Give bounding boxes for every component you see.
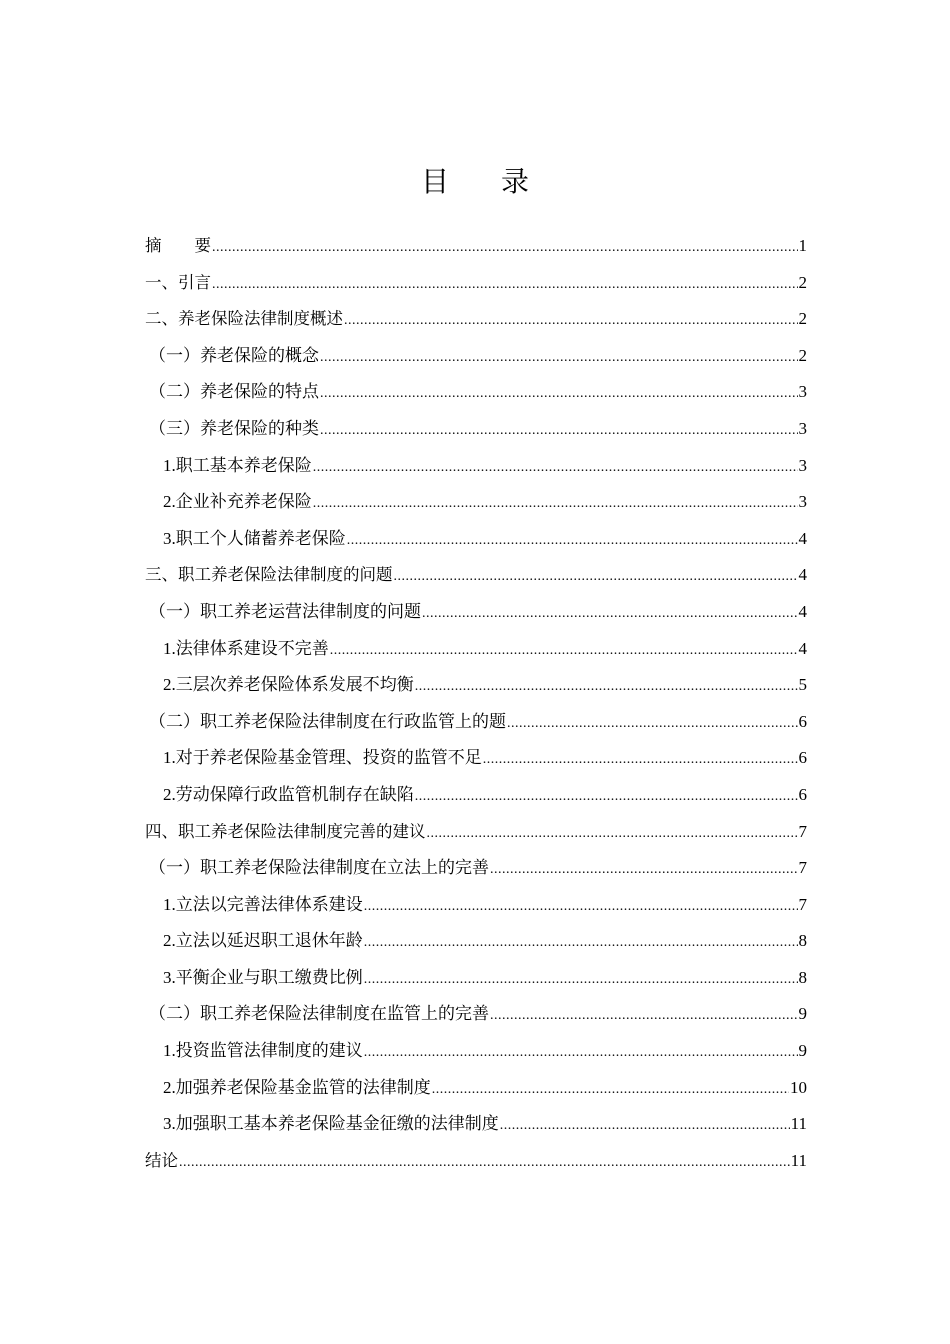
- toc-page-number: 5: [798, 675, 807, 695]
- toc-dot-leader: [432, 1072, 789, 1109]
- toc-entry[interactable]: [145, 1106, 807, 1143]
- toc-dot-leader: [179, 1145, 790, 1182]
- toc-entry-title: 1.投资监管法律制度的建议: [163, 1041, 363, 1061]
- toc-page-number: 4: [798, 565, 807, 585]
- toc-page-number: 4: [798, 528, 807, 548]
- toc-page-number: 1: [798, 236, 807, 255]
- toc-entry-title: （二）职工养老保险法律制度在监管上的完善: [149, 1004, 489, 1024]
- toc-entry[interactable]: [145, 960, 807, 997]
- toc-entry[interactable]: [145, 411, 807, 448]
- toc-entry[interactable]: [145, 1033, 807, 1070]
- toc-dot-leader: [347, 523, 798, 560]
- toc-dot-leader: [490, 998, 798, 1035]
- toc-dot-leader: [320, 340, 798, 377]
- toc-dot-leader: [483, 742, 798, 779]
- toc-entry-title: 2.企业补充养老保险: [163, 492, 312, 512]
- toc-dot-leader: [500, 1108, 790, 1145]
- toc-dot-leader: [415, 779, 798, 816]
- toc-entry[interactable]: [145, 923, 807, 960]
- toc-entry[interactable]: [145, 265, 807, 302]
- toc-entry[interactable]: [145, 631, 807, 668]
- toc-dot-leader: [394, 559, 798, 596]
- toc-dot-leader: [507, 706, 798, 743]
- toc-entry[interactable]: [145, 887, 807, 924]
- toc-entry-title: 1.立法以完善法律体系建设: [163, 894, 363, 914]
- toc-entry-title: 结论: [145, 1150, 178, 1170]
- toc-page-number: 6: [798, 711, 807, 731]
- toc-page-number: 3: [798, 382, 807, 402]
- toc-entry-title: 二、养老保险法律制度概述: [145, 309, 343, 329]
- toc-entry-title: （三）养老保险的种类: [149, 418, 319, 438]
- page-title-char: 录: [501, 165, 530, 198]
- toc-entry[interactable]: [145, 850, 807, 887]
- toc-entry[interactable]: [145, 521, 807, 558]
- toc-page-number: 4: [798, 601, 807, 621]
- toc-entry[interactable]: [145, 777, 807, 814]
- toc-entry[interactable]: [145, 814, 807, 851]
- page-title: [0, 160, 950, 200]
- toc-entry[interactable]: [145, 301, 807, 338]
- toc-entry-title: 2.立法以延迟职工退休年龄: [163, 931, 363, 951]
- toc-entry-title: 1.法律体系建设不完善: [163, 638, 329, 658]
- toc-dot-leader: [364, 889, 798, 926]
- toc-entry[interactable]: [145, 1143, 807, 1180]
- toc-dot-leader: [344, 303, 798, 340]
- toc-page-number: 11: [790, 1114, 807, 1134]
- toc-entry[interactable]: [145, 374, 807, 411]
- toc-dot-leader: [313, 486, 798, 523]
- toc-entry-title: 3.加强职工基本养老保险基金征缴的法律制度: [163, 1114, 499, 1134]
- toc-entry-title: （二）职工养老保险法律制度在行政监管上的题: [149, 711, 506, 731]
- toc-page-number: 3: [798, 455, 807, 475]
- toc-entry[interactable]: [145, 338, 807, 375]
- toc-entry[interactable]: [145, 557, 807, 594]
- toc-entry-title: 摘 要: [145, 236, 211, 255]
- toc-entry-title: 1.对于养老保险基金管理、投资的监管不足: [163, 748, 482, 768]
- toc-dot-leader: [212, 230, 798, 267]
- toc-entry-title: 三、职工养老保险法律制度的问题: [145, 565, 393, 585]
- toc-entry[interactable]: [145, 594, 807, 631]
- toc-entry-title: （一）职工养老运营法律制度的问题: [149, 601, 421, 621]
- toc-entry[interactable]: [145, 484, 807, 521]
- toc-page-number: 10: [790, 1077, 807, 1097]
- toc-dot-leader: [364, 925, 798, 962]
- toc-dot-leader: [330, 633, 798, 670]
- toc-page-number: 7: [798, 858, 807, 878]
- toc-page-number: 2: [798, 345, 807, 365]
- toc-entry-title: （二）养老保险的特点: [149, 382, 319, 402]
- toc-entry-title: 四、职工养老保险法律制度完善的建议: [145, 821, 426, 841]
- toc-entry-title: 2.三层次养老保险体系发展不均衡: [163, 675, 414, 695]
- toc-page-number: 8: [798, 931, 807, 951]
- toc-page-number: 6: [798, 748, 807, 768]
- toc-page-number: 9: [798, 1041, 807, 1061]
- toc-page-number: 8: [798, 967, 807, 987]
- toc-entry[interactable]: [145, 996, 807, 1033]
- toc-page-number: 7: [798, 894, 807, 914]
- toc-entry-title: 3.平衡企业与职工缴费比例: [163, 967, 363, 987]
- toc-dot-leader: [427, 816, 798, 853]
- toc-entry-title: （一）职工养老保险法律制度在立法上的完善: [149, 858, 489, 878]
- toc-entry-title: 2.劳动保障行政监管机制存在缺陷: [163, 784, 414, 804]
- toc-page-number: 3: [798, 418, 807, 438]
- toc-dot-leader: [422, 596, 798, 633]
- toc-page-number: 7: [798, 821, 807, 841]
- toc-page-number: 2: [798, 309, 807, 329]
- toc-entry[interactable]: [145, 448, 807, 485]
- page-title-char: 目: [420, 165, 449, 198]
- toc-dot-leader: [320, 376, 798, 413]
- toc-dot-leader: [364, 962, 798, 999]
- toc-dot-leader: [490, 852, 798, 889]
- toc-entry[interactable]: [145, 667, 807, 704]
- toc-dot-leader: [212, 267, 798, 304]
- toc-entry-title: 1.职工基本养老保险: [163, 455, 312, 475]
- toc-page-number: 9: [798, 1004, 807, 1024]
- toc-entry-title: 一、引言: [145, 272, 211, 292]
- toc-entry[interactable]: [145, 1070, 807, 1107]
- toc-dot-leader: [415, 669, 798, 706]
- toc-dot-leader: [313, 450, 798, 487]
- toc-entry-title: 3.职工个人储蓄养老保险: [163, 528, 346, 548]
- toc-entry-title: （一）养老保险的概念: [149, 345, 319, 365]
- toc-page-number: 11: [790, 1150, 807, 1170]
- toc-page-number: 4: [798, 638, 807, 658]
- toc-entry[interactable]: [145, 228, 807, 265]
- toc-entry[interactable]: [145, 704, 807, 741]
- toc-page-number: 3: [798, 492, 807, 512]
- toc-entry-title: 2.加强养老保险基金监管的法律制度: [163, 1077, 431, 1097]
- toc-dot-leader: [364, 1035, 798, 1072]
- toc-page-number: 2: [798, 272, 807, 292]
- toc-page-number: 6: [798, 784, 807, 804]
- toc-entry[interactable]: [145, 740, 807, 777]
- toc-dot-leader: [320, 413, 798, 450]
- table-of-contents: [145, 228, 807, 1179]
